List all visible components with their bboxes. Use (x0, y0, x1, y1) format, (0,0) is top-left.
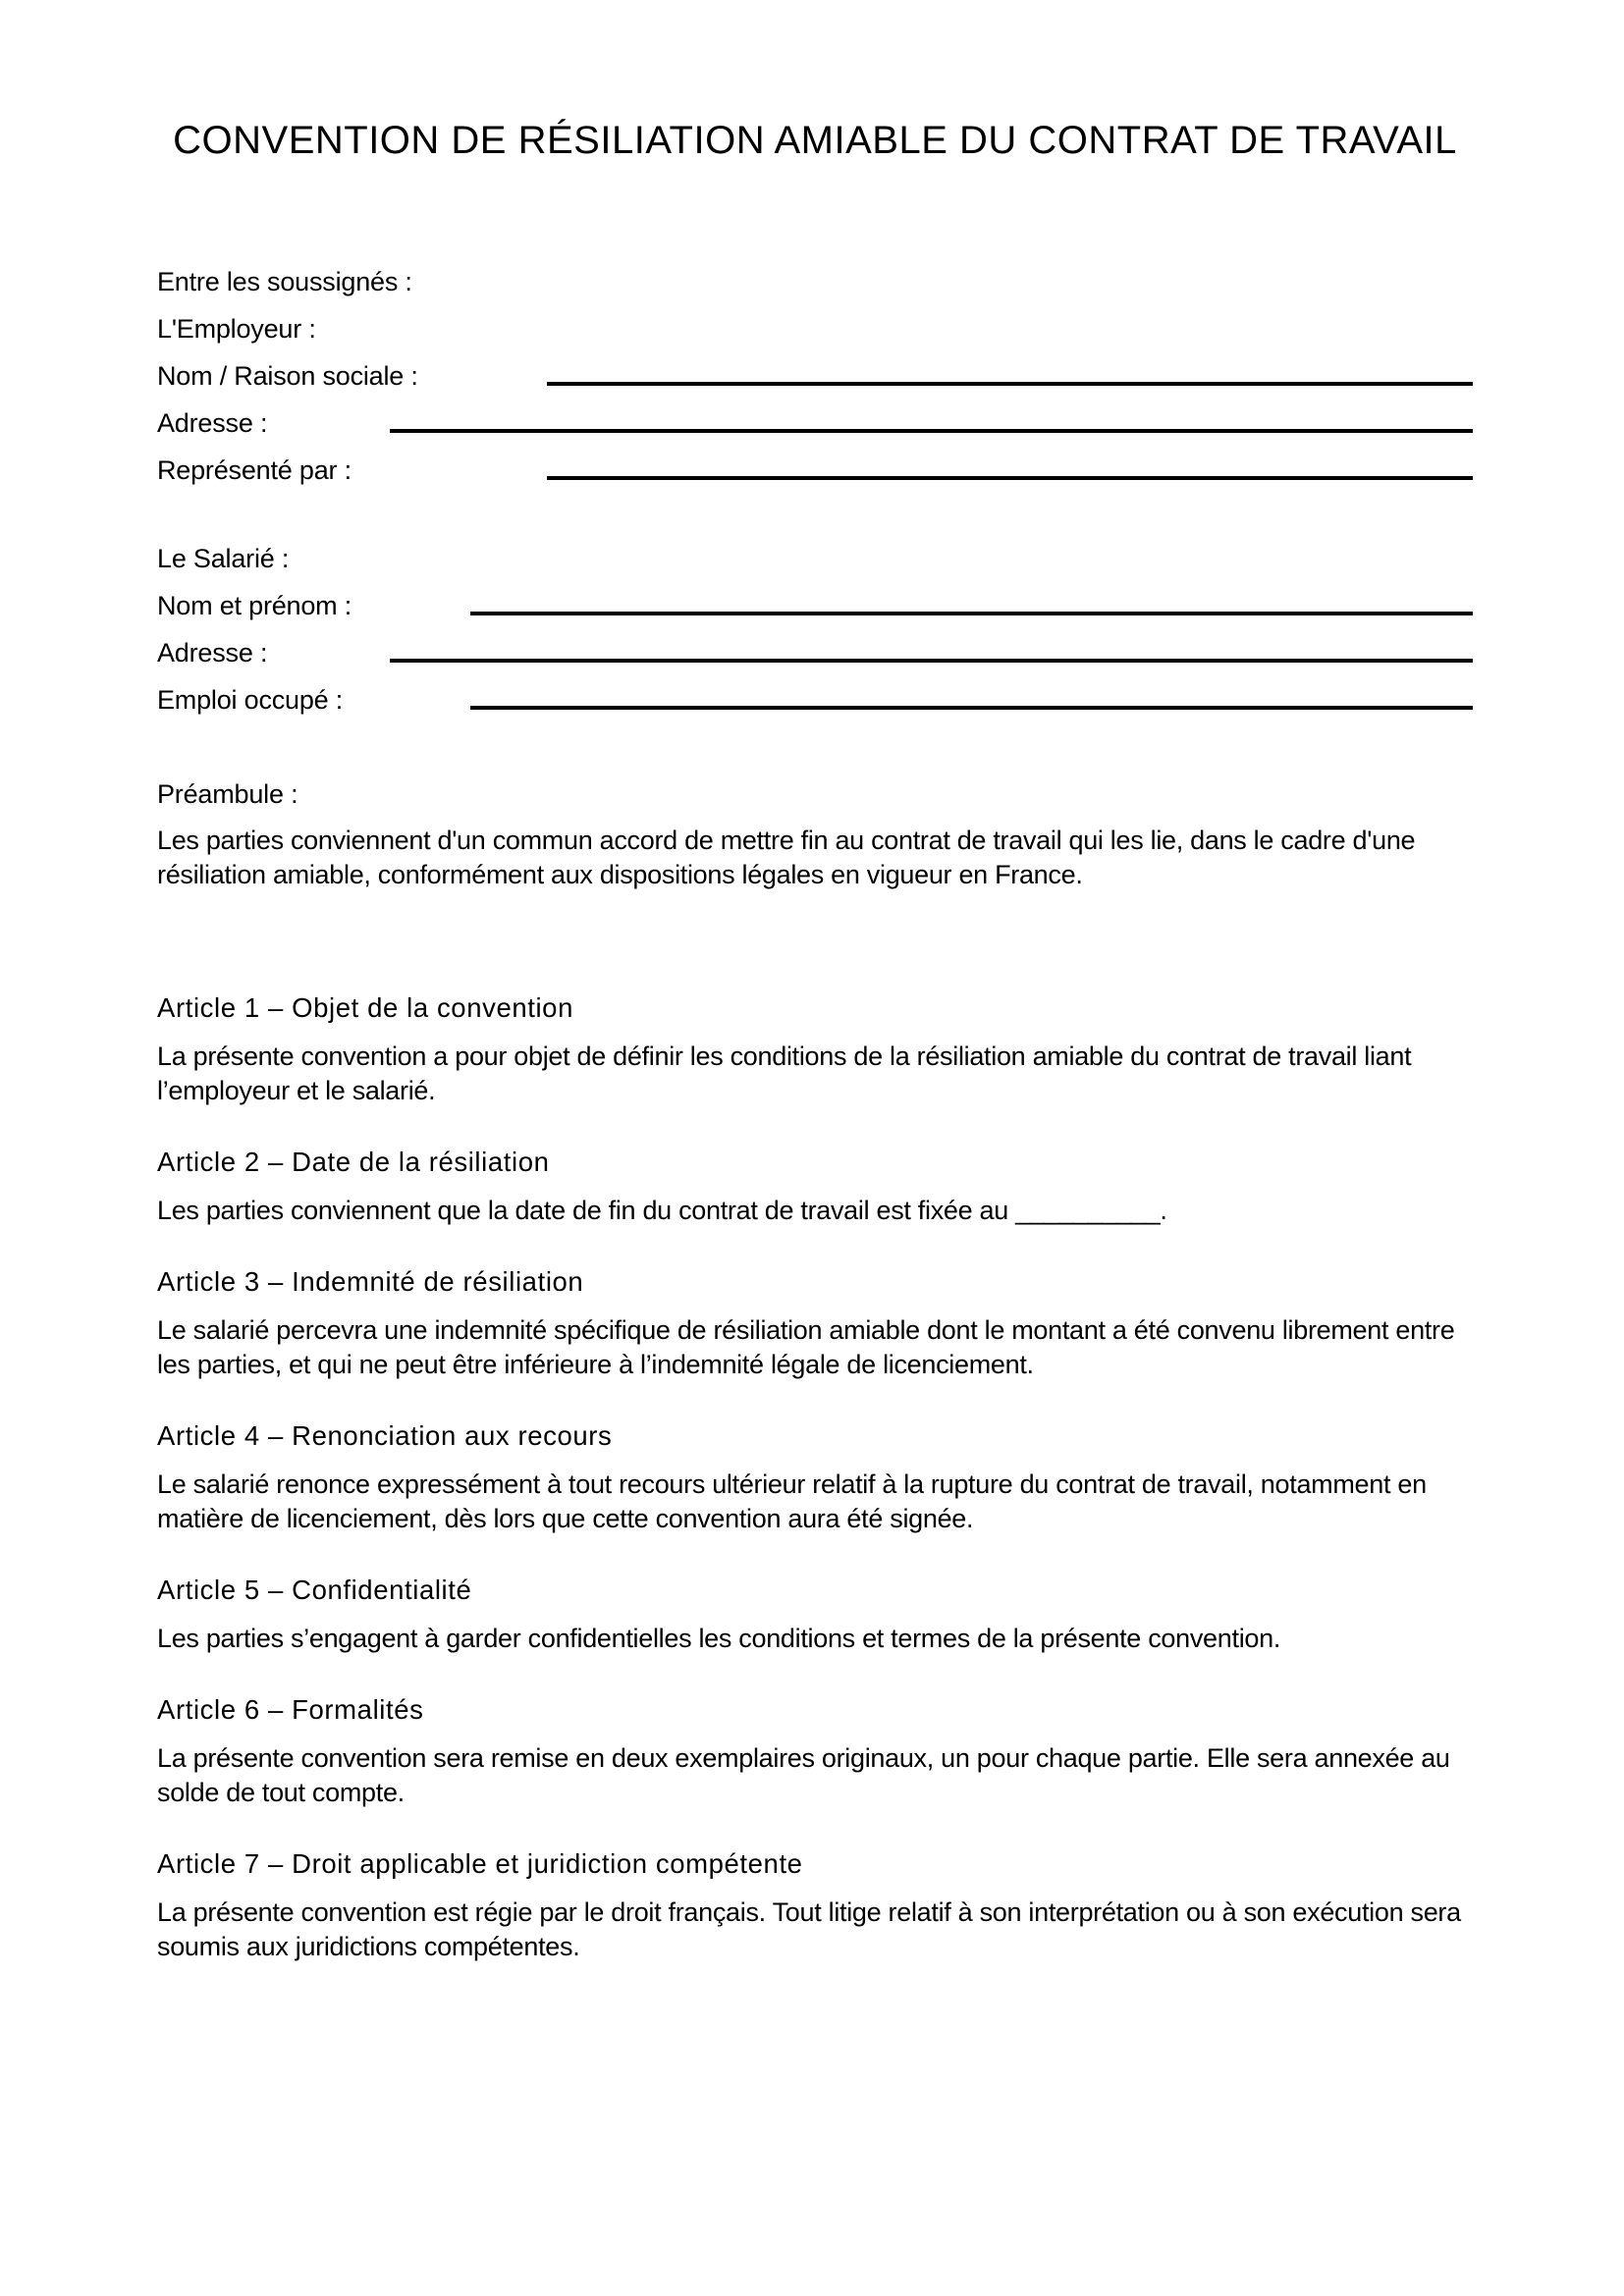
employer-address-blank-field[interactable] (390, 408, 1473, 433)
employer-heading-row (157, 314, 1473, 361)
employer-name-row (157, 361, 1473, 408)
preamble-heading: Préambule : (157, 779, 298, 809)
article-3-section (157, 1264, 1473, 1382)
employer-representative-blank-field[interactable] (547, 455, 1473, 480)
employer-address-row (157, 408, 1473, 455)
article-6-body: La présente convention sera remise en deux exemplaires originaux, un pour chaque partie. Elle sera annexée au solde de tout compte. (157, 1743, 1450, 1807)
employer-name-label: Nom / Raison sociale : (157, 361, 418, 391)
article-5-section (157, 1573, 1473, 1656)
article-1-section (157, 990, 1473, 1108)
employer-name-blank-field[interactable] (547, 361, 1473, 386)
article-7-body: La présente convention est régie par le droit français. Tout litige relatif à son interprétation ou à son exécution sera soumis aux juridictions compétentes. (157, 1897, 1461, 1961)
employee-job-blank-field[interactable] (470, 685, 1473, 710)
employee-block (157, 544, 1473, 732)
parties-intro-label: Entre les soussignés : (157, 267, 412, 296)
employee-address-blank-field[interactable] (390, 638, 1473, 663)
employee-job-label: Emploi occupé : (157, 685, 344, 715)
employee-name-row (157, 591, 1473, 638)
article-5-body: Les parties s’engagent à garder confidentielles les conditions et termes de la présente convention. (157, 1624, 1281, 1653)
parties-intro-row (157, 267, 1473, 314)
employee-heading-row (157, 544, 1473, 591)
preamble-section (157, 777, 1473, 892)
article-2-section (157, 1145, 1473, 1228)
article-4-body: Le salarié renonce expressément à tout recours ultérieur relatif à la rupture du contrat de travail, notamment en matière de licenciement, dès lors que cette convention aura été signée. (157, 1469, 1427, 1533)
article-6-heading: Article 6 – Formalités (157, 1694, 424, 1725)
employee-address-label: Adresse : (157, 638, 268, 667)
article-3-heading: Article 3 – Indemnité de résiliation (157, 1266, 584, 1297)
article-2-body: Les parties conviennent que la date de fin du contrat de travail est fixée au __________. (157, 1196, 1167, 1225)
employer-address-label: Adresse : (157, 408, 268, 438)
employee-heading: Le Salarié : (157, 544, 290, 573)
article-1-body: La présente convention a pour objet de définir les conditions de la résiliation amiable du contrat de travail liant l’employeur et le salarié. (157, 1041, 1412, 1105)
article-7-section (157, 1846, 1473, 1964)
article-4-heading: Article 4 – Renonciation aux recours (157, 1420, 613, 1451)
article-6-section (157, 1692, 1473, 1810)
employer-representative-label: Représenté par : (157, 455, 352, 485)
employee-job-row (157, 685, 1473, 732)
article-5-heading: Article 5 – Confidentialité (157, 1575, 472, 1605)
employee-name-label: Nom et prénom : (157, 591, 352, 620)
employer-representative-row (157, 455, 1473, 503)
employer-heading: L'Employeur : (157, 314, 316, 344)
parties-section (157, 267, 1473, 732)
article-1-heading: Article 1 – Objet de la convention (157, 992, 573, 1023)
document-title: CONVENTION DE RÉSILIATION AMIABLE DU CONTRAT DE TRAVAIL (173, 119, 1457, 162)
employee-address-row (157, 638, 1473, 685)
article-7-heading: Article 7 – Droit applicable et juridiction compétente (157, 1848, 803, 1879)
article-3-body: Le salarié percevra une indemnité spécifique de résiliation amiable dont le montant a été convenu librement entre les parties, et qui ne peut être inférieure à l’indemnité légale de licenciement. (157, 1315, 1455, 1379)
article-2-heading: Article 2 – Date de la résiliation (157, 1147, 550, 1177)
article-4-section (157, 1418, 1473, 1536)
employee-name-blank-field[interactable] (470, 591, 1473, 615)
preamble-body: Les parties conviennent d'un commun accord de mettre fin au contrat de travail qui les lie, dans le cadre d'une résiliation amiable, conformément aux dispositions légales en vigueur en France. (157, 826, 1416, 889)
